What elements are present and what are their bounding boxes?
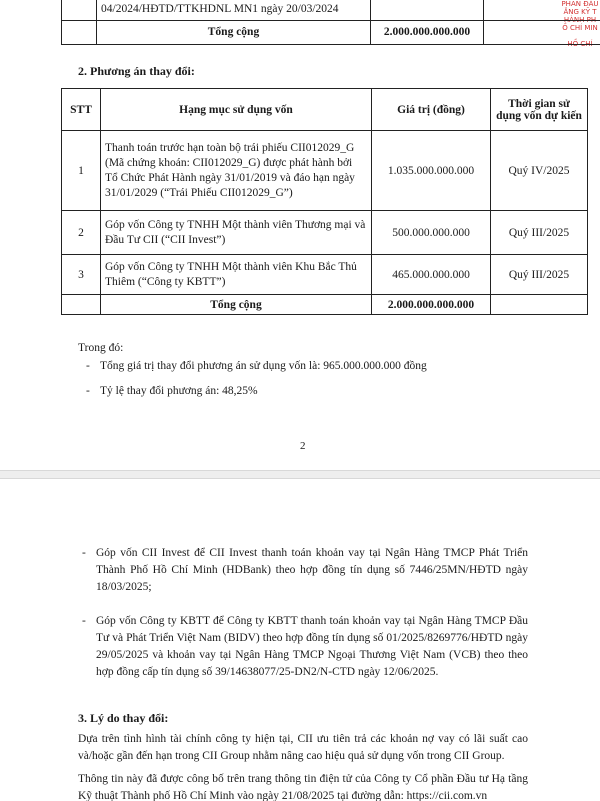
stamp-line: Ồ CHÍ MIN xyxy=(560,24,600,32)
header-time: Thời gian sử dụng vốn dự kiến xyxy=(491,89,588,131)
table-row xyxy=(62,255,588,295)
row-item: Thanh toán trước hạn toàn bộ trái phiếu CII012029_G (Mã chứng khoán: CII012029_G) được phát hành bởi Tổ Chức Phát Hành ngày 31/01/2019 và đáo hạn ngày 31/01/2029 (“Trái Phiếu CII012029_G”) xyxy=(101,131,372,211)
dash-bullet-icon: - xyxy=(82,545,86,562)
new-plan-table xyxy=(61,88,588,315)
original-plan-table-tail xyxy=(61,0,600,45)
row-value: 500.000.000.000 xyxy=(372,211,491,255)
total-value: 2.000.000.000.000 xyxy=(371,20,484,44)
stamp-line: HỒ CHÍ xyxy=(560,40,600,48)
list-item xyxy=(100,383,570,400)
bullet-text: Góp vốn CII Invest để CII Invest thanh toán khoản vay tại Ngân Hàng TMCP Phát Triển Thành Phố Hồ Chí Minh (HDBank) theo hợp đồng tín dụng số 7446/25MN/HĐTD ngày 18/03/2025; xyxy=(96,547,528,593)
section-3-heading: 3. Lý do thay đổi: xyxy=(78,711,168,726)
total-value: 2.000.000.000.000 xyxy=(372,295,491,315)
table-row xyxy=(62,211,588,255)
table-cell xyxy=(62,295,101,315)
total-row xyxy=(62,295,588,315)
dash-bullet-icon: - xyxy=(82,613,86,630)
table-cell xyxy=(484,0,600,20)
row-value: 1.035.000.000.000 xyxy=(372,131,491,211)
bullet-text: Góp vốn Công ty KBTT để Công ty KBTT thanh toán khoản vay tại Ngân Hàng TMCP Đầu Tư và Phát Triển Việt Nam (BIDV) theo hợp đồng tín dụng số 01/2025/8269776/HĐTD ngày 29/05/2025 và khoản vay tại Ngân Hàng TMCP Ngoại Thương Việt Nam (VCB) theo theo hợp đồng cấp tín dụng số 39/14638077/25-DN2/N-CTD ngày 12/06/2025. xyxy=(96,615,528,678)
total-label: Tổng cộng xyxy=(97,20,371,44)
row-item: Góp vốn Công ty TNHH Một thành viên Thương mại và Đầu Tư CII (“CII Invest”) xyxy=(101,211,372,255)
section-2-heading: 2. Phương án thay đổi: xyxy=(78,64,195,79)
reason-paragraph: Dựa trên tình hình tài chính công ty hiện tại, CII ưu tiên trả các khoản nợ vay có lãi suất cao và/hoặc gần đến hạn trong CII Group nhằm nâng cao hiệu quả sử dụng vốn trong CII Group. xyxy=(78,731,528,765)
table-cell xyxy=(62,0,97,20)
row-time: Quý III/2025 xyxy=(491,211,588,255)
row-value: 465.000.000.000 xyxy=(372,255,491,295)
row-time: Quý III/2025 xyxy=(491,255,588,295)
table-cell xyxy=(62,20,97,44)
list-item xyxy=(100,358,570,375)
stamp-line: PHAN ĐẦU xyxy=(560,0,600,8)
stamp-line: HÀNH PH xyxy=(560,16,600,24)
bullet-text: Tổng giá trị thay đổi phương án sử dụng vốn là: 965.000.000.000 đồng xyxy=(100,360,427,372)
table-row xyxy=(62,131,588,211)
list-item xyxy=(96,545,528,596)
document-page-2 xyxy=(0,478,600,801)
table-cell xyxy=(371,0,484,20)
stamp-line: ĂNG KỸ T xyxy=(560,8,600,16)
bullet-text: Tỷ lệ thay đổi phương án: 48,25% xyxy=(100,385,258,397)
list-item xyxy=(96,613,528,681)
table-cell xyxy=(484,20,600,44)
row-stt: 3 xyxy=(62,255,101,295)
dash-bullet-icon: - xyxy=(86,383,90,400)
row-time: Quý IV/2025 xyxy=(491,131,588,211)
row-stt: 2 xyxy=(62,211,101,255)
header-stt: STT xyxy=(62,89,101,131)
header-item: Hạng mục sử dụng vốn xyxy=(101,89,372,131)
dash-bullet-icon: - xyxy=(86,358,90,375)
row-stt: 1 xyxy=(62,131,101,211)
page-number: 2 xyxy=(300,440,306,452)
info-paragraph: Thông tin này đã được công bố trên trang thông tin điện tử của Công ty Cổ phần Đầu tư Hạ tầng Kỹ thuật Thành phố Hồ Chí Minh vào ngày 21/08/2025 tại đường dẫn: https://cii.com.vn xyxy=(78,771,528,801)
total-label: Tổng cộng xyxy=(101,295,372,315)
header-value: Giá trị (đồng) xyxy=(372,89,491,131)
trong-do-label: Trong đó: xyxy=(78,342,123,354)
table-cell xyxy=(491,295,588,315)
row-item: Góp vốn Công ty TNHH Một thành viên Khu Bắc Thủ Thiêm (“Công ty KBTT”) xyxy=(101,255,372,295)
table-cell: 04/2024/HĐTD/TTKHDNL MN1 ngày 20/03/2024 xyxy=(97,0,371,20)
